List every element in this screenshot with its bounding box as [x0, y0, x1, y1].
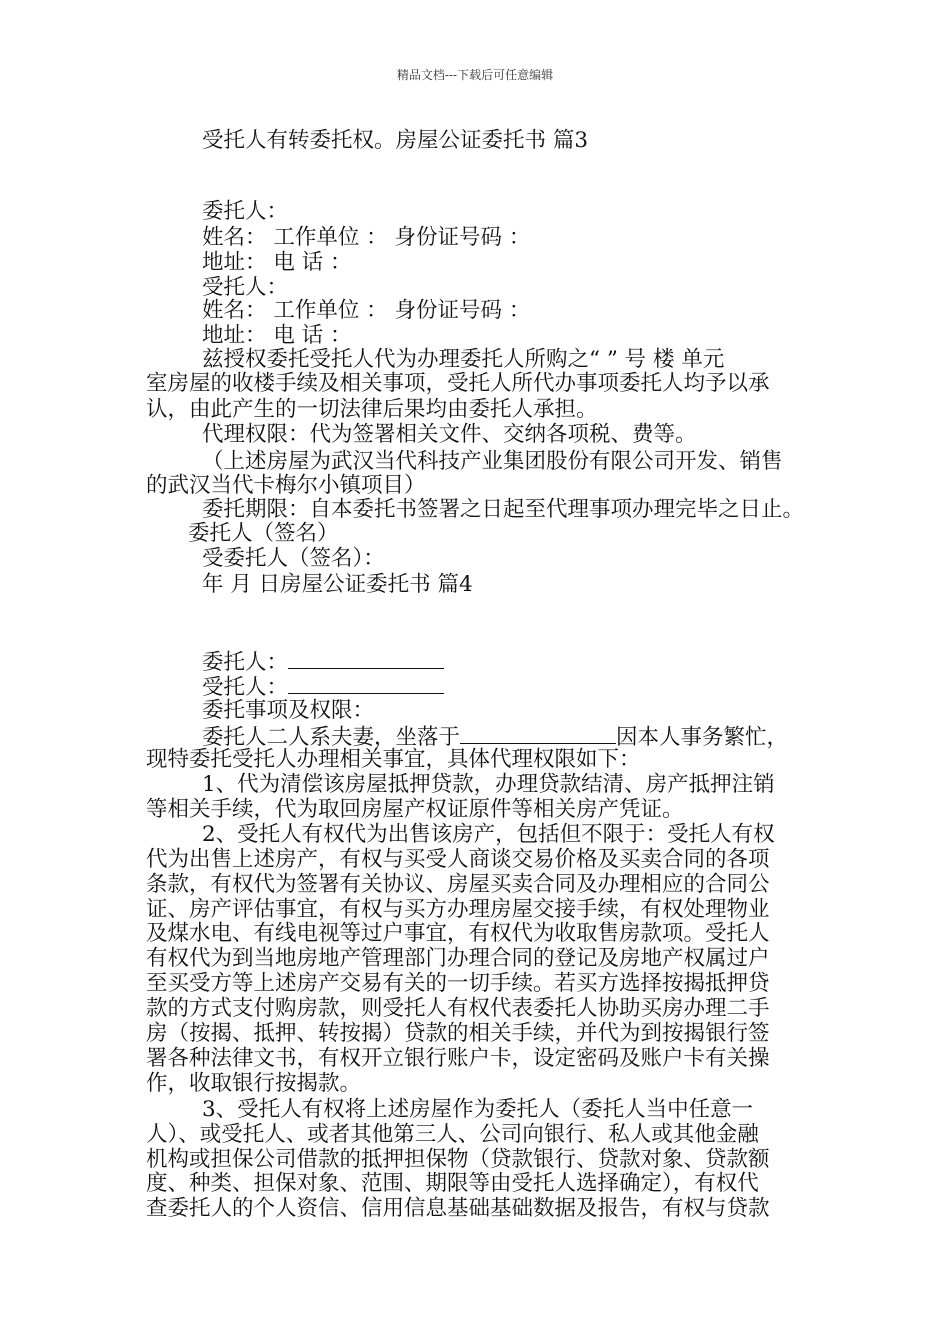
- client-label: 委托人：: [202, 650, 289, 675]
- paragraph-line: 条款，有权代为签署有关协议、房屋买卖合同及办理相应的合同公: [146, 872, 770, 897]
- page-header: 精品文档---下载后可任意编辑: [396, 68, 554, 82]
- paragraph-line: 等相关手续，代为取回房屋产权证原件等相关房产凭证。: [146, 797, 684, 822]
- paragraph-line: 认，由此产生的一切法律后果均由委托人承担。: [146, 397, 598, 422]
- paragraph-line: 兹授权委托受托人代为办理委托人所购之“ ” 号 楼 单元: [202, 347, 725, 372]
- agent-line: [202, 673, 444, 701]
- client-address: 地址： 电 话 ：: [202, 250, 352, 275]
- paragraph-line: 房（按揭、抵押、转按揭）贷款的相关手续，并代为到按揭银行签: [146, 1021, 770, 1046]
- paragraph-line: 署各种法律文书，有权开立银行账户卡，设定密码及账户卡有关操: [146, 1046, 770, 1071]
- paragraph-line: 室房屋的收楼手续及相关事项，受托人所代办事项委托人均予以承: [146, 371, 770, 396]
- paragraph-line: 款的方式支付购房款，则受托人有权代表委托人协助买房办理二手: [146, 996, 770, 1021]
- matters-label: 委托事项及权限：: [202, 698, 375, 723]
- client-blank: [288, 648, 444, 669]
- paragraph-line: 查委托人的个人资信、信用信息基础基础数据及报告，有权与贷款: [146, 1196, 770, 1221]
- paragraph-line: 有权代为到当地房地产管理部门办理合同的登记及房地产权属过户: [146, 946, 770, 971]
- intro-text: 因本人事务繁忙，: [616, 725, 789, 750]
- paragraph-line: 3、受托人有权将上述房屋作为委托人（委托人当中任意一: [202, 1097, 754, 1122]
- paragraph-line: （上述房屋为武汉当代科技产业集团股份有限公司开发、销售: [202, 449, 783, 474]
- section-title: 受托人有转委托权。房屋公证委托书 篇3: [202, 128, 589, 153]
- agent-label: 受托人：: [202, 675, 289, 700]
- paragraph-line: 及煤水电、有线电视等过户事宜，有权代为收取售房款项。受托人: [146, 921, 770, 946]
- client-line: [202, 648, 444, 676]
- paragraph-line: 1、代为清偿该房屋抵押贷款，办理贷款结清、房产抵押注销: [202, 772, 775, 797]
- paragraph-line: 机构或担保公司借款的抵押担保物（贷款银行、贷款对象、贷款额: [146, 1147, 770, 1172]
- agent-address: 地址： 电 话 ：: [202, 323, 352, 348]
- paragraph-line: 作，收取银行按揭款。: [146, 1071, 362, 1096]
- section-title: 年 月 日房屋公证委托书 篇4: [202, 572, 473, 597]
- paragraph-line: 度、种类、担保对象、范围、期限等由受托人选择确定），有权代: [146, 1171, 759, 1196]
- agent-blank: [288, 673, 444, 694]
- client-fields: 姓名： 工作单位 ： 身份证号码 ：: [202, 225, 531, 250]
- paragraph-line: 委托期限：自本委托书签署之日起至代理事项办理完毕之日止。: [202, 497, 805, 522]
- paragraph-line: 的武汉当代卡梅尔小镇项目）: [146, 473, 426, 498]
- location-blank: [460, 723, 616, 744]
- paragraph-line: 2、受托人有权代为出售该房产，包括但不限于：受托人有权: [202, 822, 775, 847]
- paragraph-line: 代为出售上述房产，有权与买受人商谈交易价格及买卖合同的各项: [146, 847, 770, 872]
- signature-agent: 受委托人（签名）：: [202, 546, 385, 571]
- signature-client: 委托人（签名）: [188, 521, 339, 546]
- paragraph-line: 至买受方等上述房产交易有关的一切手续。若买方选择按揭抵押贷: [146, 971, 770, 996]
- paragraph-line: 人）、或受托人、或者其他第三人、公司向银行、私人或其他金融: [146, 1122, 759, 1147]
- client-label: 委托人：: [202, 199, 289, 224]
- paragraph-line: 现特委托受托人办理相关事宜，具体代理权限如下：: [146, 747, 641, 772]
- intro-text: 委托人二人系夫妻，坐落于: [202, 725, 461, 750]
- paragraph-line: 证、房产评估事宜，有权与买方办理房屋交接手续，有权处理物业: [146, 897, 770, 922]
- paragraph-line: 代理权限：代为签署相关文件、交纳各项税、费等。: [202, 422, 697, 447]
- agent-fields: 姓名： 工作单位 ： 身份证号码 ：: [202, 298, 531, 323]
- agent-label: 受托人：: [202, 275, 289, 300]
